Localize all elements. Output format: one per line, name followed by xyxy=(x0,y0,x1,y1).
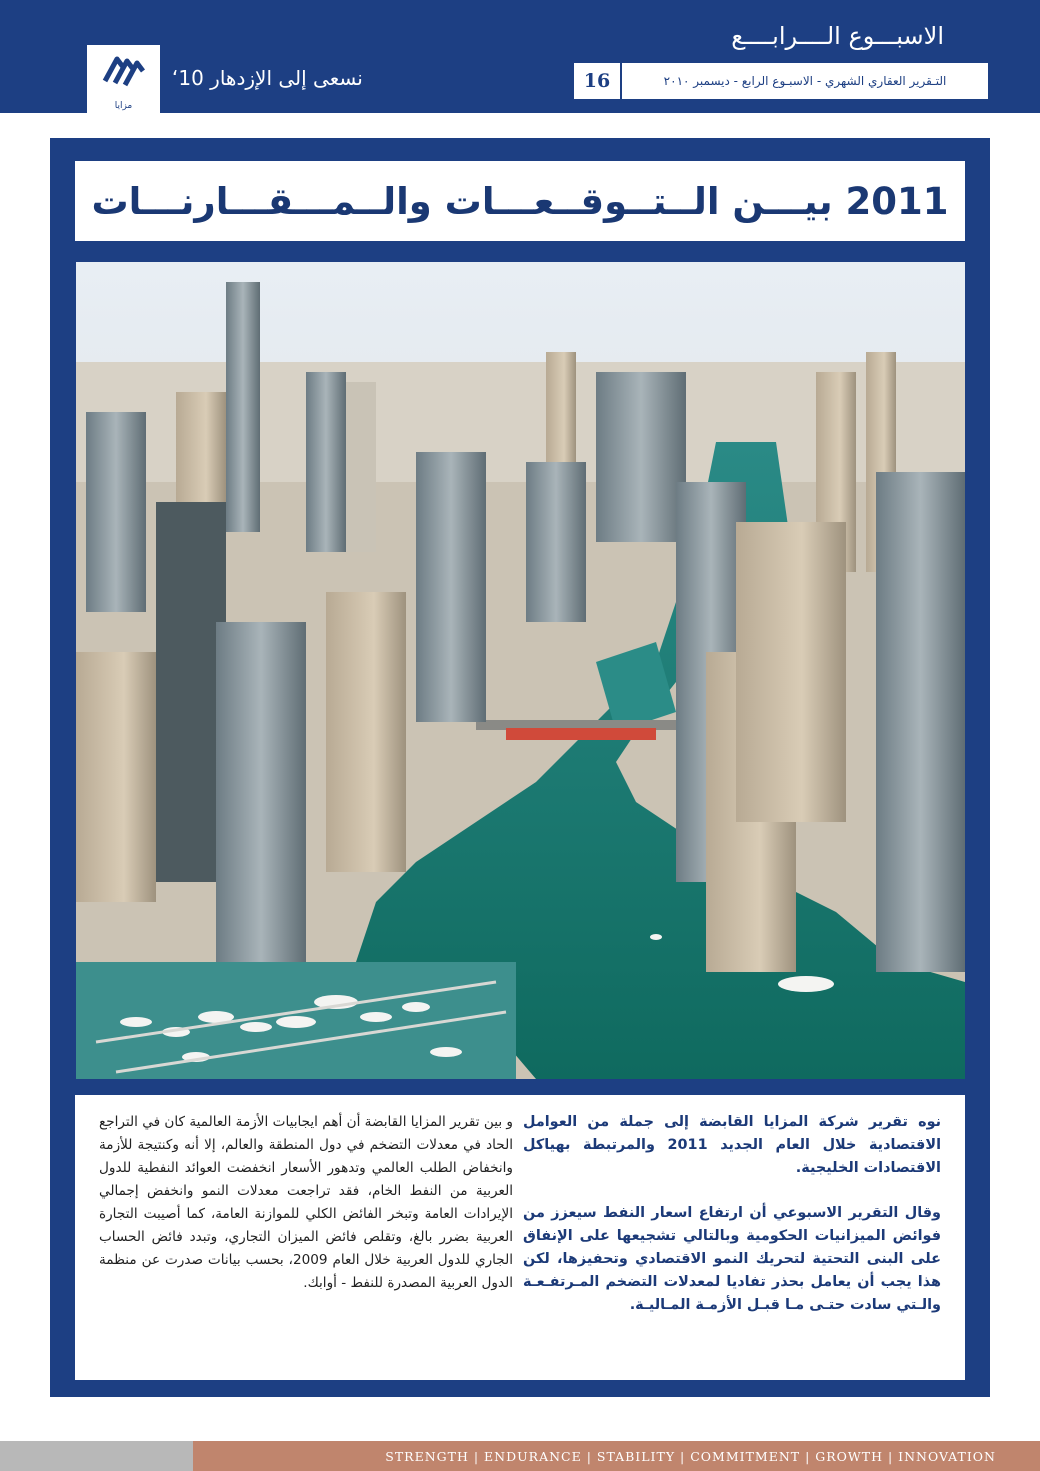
dubai-marina-photo xyxy=(76,262,965,1079)
slogan: نسعى إلى الإزدهار 10‘ xyxy=(172,66,363,90)
week-title: الاسبـــوع الــــرابــــع xyxy=(731,22,944,50)
footer-band xyxy=(193,1441,1040,1471)
page-footer xyxy=(0,1441,1040,1471)
article-frame xyxy=(50,138,990,1397)
logo-caption: مزايا xyxy=(114,101,133,111)
article-text-area xyxy=(75,1095,965,1380)
article-title-box xyxy=(75,161,965,241)
logo-mark-icon xyxy=(87,45,160,97)
page-header xyxy=(0,0,1040,113)
article-title: 2011 بيـــن الــتــوقــعـــات والــمـــقـــارنـــات xyxy=(91,179,949,223)
lead-paragraph-2: وقال التقرير الاسبوعي أن ارتفاع اسعار النفط سيعزز من فوائض الميزانيات الحكومية وبالتالي تشجيعها على الإنفاق على البنى التحتية لتحريك النمو الاقتصادي وتحفيزها، لكن هذا يجب أن يعامل بحذر تفاديا لمعدلات التضخم المـرتفـعـة والـتي سادت حتـى مـا قبـل الأزمـة المـاليـة. xyxy=(523,1205,941,1313)
body-paragraph: و بين تقرير المزايا القابضة أن أهم ايجابيات الأزمة العالمية كان في التراجع الحاد في معدلات التضخم في دول المنطقة والعالم، إلا أنه وكنتيجة للأزمة وانخفاض الطلب العالمي وتدهور الأسعار انخفضت العوائد النفطية للدول العربية من النفط الخام، فقد تراجعت معدلات النمو وانخفض إجمالي الإيرادات العامة وتبخر الفائض الكلي للموازنة العامة، كما أصيبت التجارة العربية بضرر بالغ، وتقلص فائض الميزان التجاري، وتبدد فائض الحساب الجاري للدول العربية خلال العام 2009، بحسب بيانات صدرت عن منظمة الدول العربية المصدرة للنفط - أوابك. xyxy=(99,1114,513,1291)
lead-column xyxy=(523,1111,941,1339)
lead-paragraph-1: نوه تقرير شركة المزايا القابضة إلى جملة من العوامل الاقتصادية خلال العام الجديد 2011 والمرتبطة بهياكل الاقتصادات الخليجية. xyxy=(523,1114,942,1176)
body-column xyxy=(99,1111,513,1295)
page-number: 16 xyxy=(574,63,622,99)
report-line: التـقرير العقاري الشهري - الاسبـوع الرابع - ديسمبر ٢٠١٠ xyxy=(663,74,947,88)
company-logo xyxy=(87,45,160,113)
values-line: STRENGTH | ENDURANCE | STABILITY | COMMITMENT | GROWTH | INNOVATION xyxy=(385,1448,996,1464)
report-strip xyxy=(574,63,988,99)
